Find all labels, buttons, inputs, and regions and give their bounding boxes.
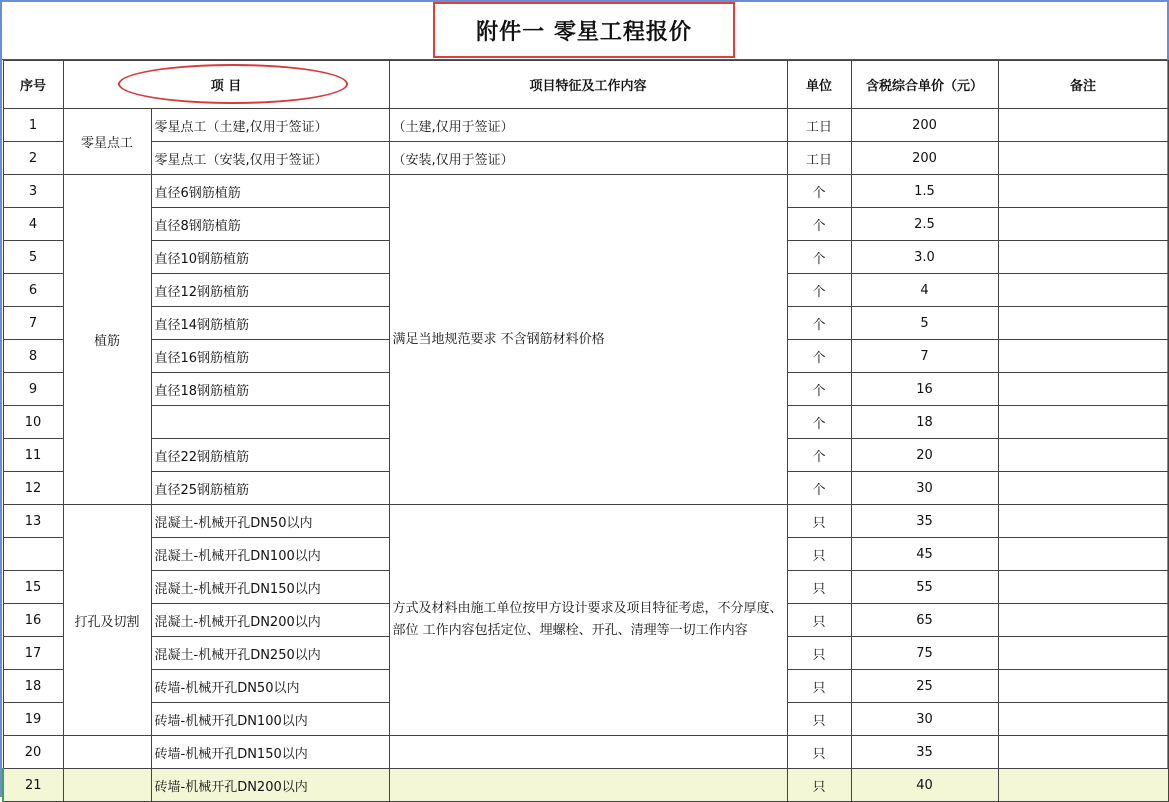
cell-note[interactable]: [998, 142, 1168, 175]
cell-price[interactable]: 20: [851, 439, 998, 472]
cell-name[interactable]: 砖墙-机械开孔DN200以内: [151, 769, 389, 802]
cell-note[interactable]: [998, 505, 1168, 538]
cell-price[interactable]: 200: [851, 142, 998, 175]
cell-unit[interactable]: 只: [787, 670, 851, 703]
cell-seq[interactable]: 4: [3, 208, 63, 241]
cell-name[interactable]: 直径22钢筋植筋: [151, 439, 389, 472]
cell-unit[interactable]: 只: [787, 571, 851, 604]
cell-feature[interactable]: （土建,仅用于签证）: [389, 109, 787, 142]
cell-note[interactable]: [998, 340, 1168, 373]
title-annotation-box: [433, 2, 735, 58]
cell-name[interactable]: 混凝土-机械开孔DN250以内: [151, 637, 389, 670]
cell-name[interactable]: 砖墙-机械开孔DN100以内: [151, 703, 389, 736]
cell-group-empty[interactable]: [63, 736, 151, 769]
cell-note[interactable]: [998, 472, 1168, 505]
cell-name[interactable]: 直径14钢筋植筋: [151, 307, 389, 340]
cell-seq[interactable]: [3, 538, 63, 571]
cell-unit[interactable]: 个: [787, 472, 851, 505]
cell-unit[interactable]: 个: [787, 406, 851, 439]
cell-name[interactable]: 混凝土-机械开孔DN50以内: [151, 505, 389, 538]
cell-price[interactable]: 2.5: [851, 208, 998, 241]
header-feature[interactable]: 项目特征及工作内容: [389, 61, 787, 109]
cell-name[interactable]: 直径18钢筋植筋: [151, 373, 389, 406]
cell-name[interactable]: 零星点工（土建,仅用于签证）: [151, 109, 389, 142]
cell-name[interactable]: 直径10钢筋植筋: [151, 241, 389, 274]
cell-seq[interactable]: 19: [3, 703, 63, 736]
cell-price[interactable]: 35: [851, 736, 998, 769]
cell-note[interactable]: [998, 406, 1168, 439]
cell-price[interactable]: 7: [851, 340, 998, 373]
cell-note[interactable]: [998, 307, 1168, 340]
cell-unit[interactable]: 个: [787, 241, 851, 274]
cell-unit[interactable]: 只: [787, 703, 851, 736]
cell-name[interactable]: [151, 406, 389, 439]
cell-note[interactable]: [998, 637, 1168, 670]
cell-unit[interactable]: 只: [787, 604, 851, 637]
cell-note[interactable]: [998, 571, 1168, 604]
table-row: [3, 505, 1168, 538]
cell-price[interactable]: 45: [851, 538, 998, 571]
cell-seq[interactable]: 7: [3, 307, 63, 340]
table-row: [3, 109, 1168, 142]
cell-group-dakong[interactable]: 打孔及切割: [63, 505, 151, 736]
cell-note[interactable]: [998, 373, 1168, 406]
cell-price[interactable]: 18: [851, 406, 998, 439]
cell-unit[interactable]: 只: [787, 637, 851, 670]
header-price[interactable]: 含税综合单价（元）: [851, 61, 998, 109]
cell-name[interactable]: 直径12钢筋植筋: [151, 274, 389, 307]
price-table: [2, 60, 1169, 802]
cell-seq[interactable]: 8: [3, 340, 63, 373]
cell-seq[interactable]: 11: [3, 439, 63, 472]
cell-seq[interactable]: 6: [3, 274, 63, 307]
cell-group-lingxing[interactable]: 零星点工: [63, 109, 151, 175]
cell-seq[interactable]: 3: [3, 175, 63, 208]
cell-note[interactable]: [998, 109, 1168, 142]
cell-unit[interactable]: 只: [787, 769, 851, 802]
cell-feature-zhijin[interactable]: 满足当地规范要求 不含钢筋材料价格: [389, 175, 787, 505]
cell-price[interactable]: 1.5: [851, 175, 998, 208]
cell-name[interactable]: 直径8钢筋植筋: [151, 208, 389, 241]
cell-note[interactable]: [998, 703, 1168, 736]
cell-unit[interactable]: 个: [787, 175, 851, 208]
cell-price[interactable]: 55: [851, 571, 998, 604]
cell-unit[interactable]: 个: [787, 274, 851, 307]
cell-unit[interactable]: 只: [787, 736, 851, 769]
cell-name[interactable]: 混凝土-机械开孔DN150以内: [151, 571, 389, 604]
cell-name[interactable]: 混凝土-机械开孔DN200以内: [151, 604, 389, 637]
cell-unit[interactable]: 个: [787, 307, 851, 340]
cell-unit[interactable]: 个: [787, 208, 851, 241]
cell-name[interactable]: 砖墙-机械开孔DN50以内: [151, 670, 389, 703]
cell-name[interactable]: 零星点工（安装,仅用于签证）: [151, 142, 389, 175]
cell-seq[interactable]: 20: [3, 736, 63, 769]
cell-unit[interactable]: 工日: [787, 109, 851, 142]
table-row: [3, 142, 1168, 175]
cell-seq[interactable]: 17: [3, 637, 63, 670]
cell-unit[interactable]: 工日: [787, 142, 851, 175]
cell-seq[interactable]: 12: [3, 472, 63, 505]
cell-seq[interactable]: 13: [3, 505, 63, 538]
cell-seq[interactable]: 15: [3, 571, 63, 604]
cell-price[interactable]: 5: [851, 307, 998, 340]
cell-name[interactable]: 直径16钢筋植筋: [151, 340, 389, 373]
cell-name[interactable]: 直径25钢筋植筋: [151, 472, 389, 505]
cell-price[interactable]: 25: [851, 670, 998, 703]
header-item[interactable]: 项 目: [63, 61, 389, 109]
cell-unit[interactable]: 个: [787, 373, 851, 406]
cell-name[interactable]: 砖墙-机械开孔DN150以内: [151, 736, 389, 769]
cell-note[interactable]: [998, 670, 1168, 703]
cell-price[interactable]: 200: [851, 109, 998, 142]
cell-note[interactable]: [998, 439, 1168, 472]
cell-seq[interactable]: 16: [3, 604, 63, 637]
cell-seq[interactable]: 9: [3, 373, 63, 406]
table-row: [3, 175, 1168, 208]
cell-seq[interactable]: 10: [3, 406, 63, 439]
cell-price[interactable]: 30: [851, 472, 998, 505]
cell-seq[interactable]: 2: [3, 142, 63, 175]
cell-price[interactable]: 16: [851, 373, 998, 406]
cell-seq[interactable]: 18: [3, 670, 63, 703]
cell-name[interactable]: 直径6钢筋植筋: [151, 175, 389, 208]
cell-note[interactable]: [998, 274, 1168, 307]
cell-note[interactable]: [998, 736, 1168, 769]
table-row: [3, 736, 1168, 769]
cell-note[interactable]: [998, 538, 1168, 571]
cell-feature-dakong[interactable]: 方式及材料由施工单位按甲方设计要求及项目特征考虑，不分厚度、部位 工作内容包括定位、埋螺栓、开孔、清理等一切工作内容: [389, 505, 787, 736]
cell-feature[interactable]: [389, 736, 787, 769]
cell-name[interactable]: 混凝土-机械开孔DN100以内: [151, 538, 389, 571]
cell-note[interactable]: [998, 208, 1168, 241]
cell-price[interactable]: 40: [851, 769, 998, 802]
header-row: [3, 61, 1168, 109]
cell-price[interactable]: 35: [851, 505, 998, 538]
cell-price[interactable]: 3.0: [851, 241, 998, 274]
cell-unit[interactable]: 个: [787, 439, 851, 472]
sheet-title[interactable]: 附件一 零星工程报价: [476, 19, 692, 45]
cell-unit[interactable]: 只: [787, 538, 851, 571]
header-unit[interactable]: 单位: [787, 61, 851, 109]
cell-feature[interactable]: （安装,仅用于签证）: [389, 142, 787, 175]
header-seq[interactable]: 序号: [3, 61, 63, 109]
cell-note[interactable]: [998, 604, 1168, 637]
cell-unit[interactable]: 个: [787, 340, 851, 373]
cell-seq[interactable]: 21: [3, 769, 63, 802]
cell-seq[interactable]: 1: [3, 109, 63, 142]
cell-unit[interactable]: 只: [787, 505, 851, 538]
cell-price[interactable]: 65: [851, 604, 998, 637]
cell-group-zhijin[interactable]: 植筋: [63, 175, 151, 505]
cell-seq[interactable]: 5: [3, 241, 63, 274]
cell-note[interactable]: [998, 175, 1168, 208]
header-note[interactable]: 备注: [998, 61, 1168, 109]
cell-price[interactable]: 4: [851, 274, 998, 307]
cell-price[interactable]: 30: [851, 703, 998, 736]
cell-note[interactable]: [998, 241, 1168, 274]
cell-price[interactable]: 75: [851, 637, 998, 670]
